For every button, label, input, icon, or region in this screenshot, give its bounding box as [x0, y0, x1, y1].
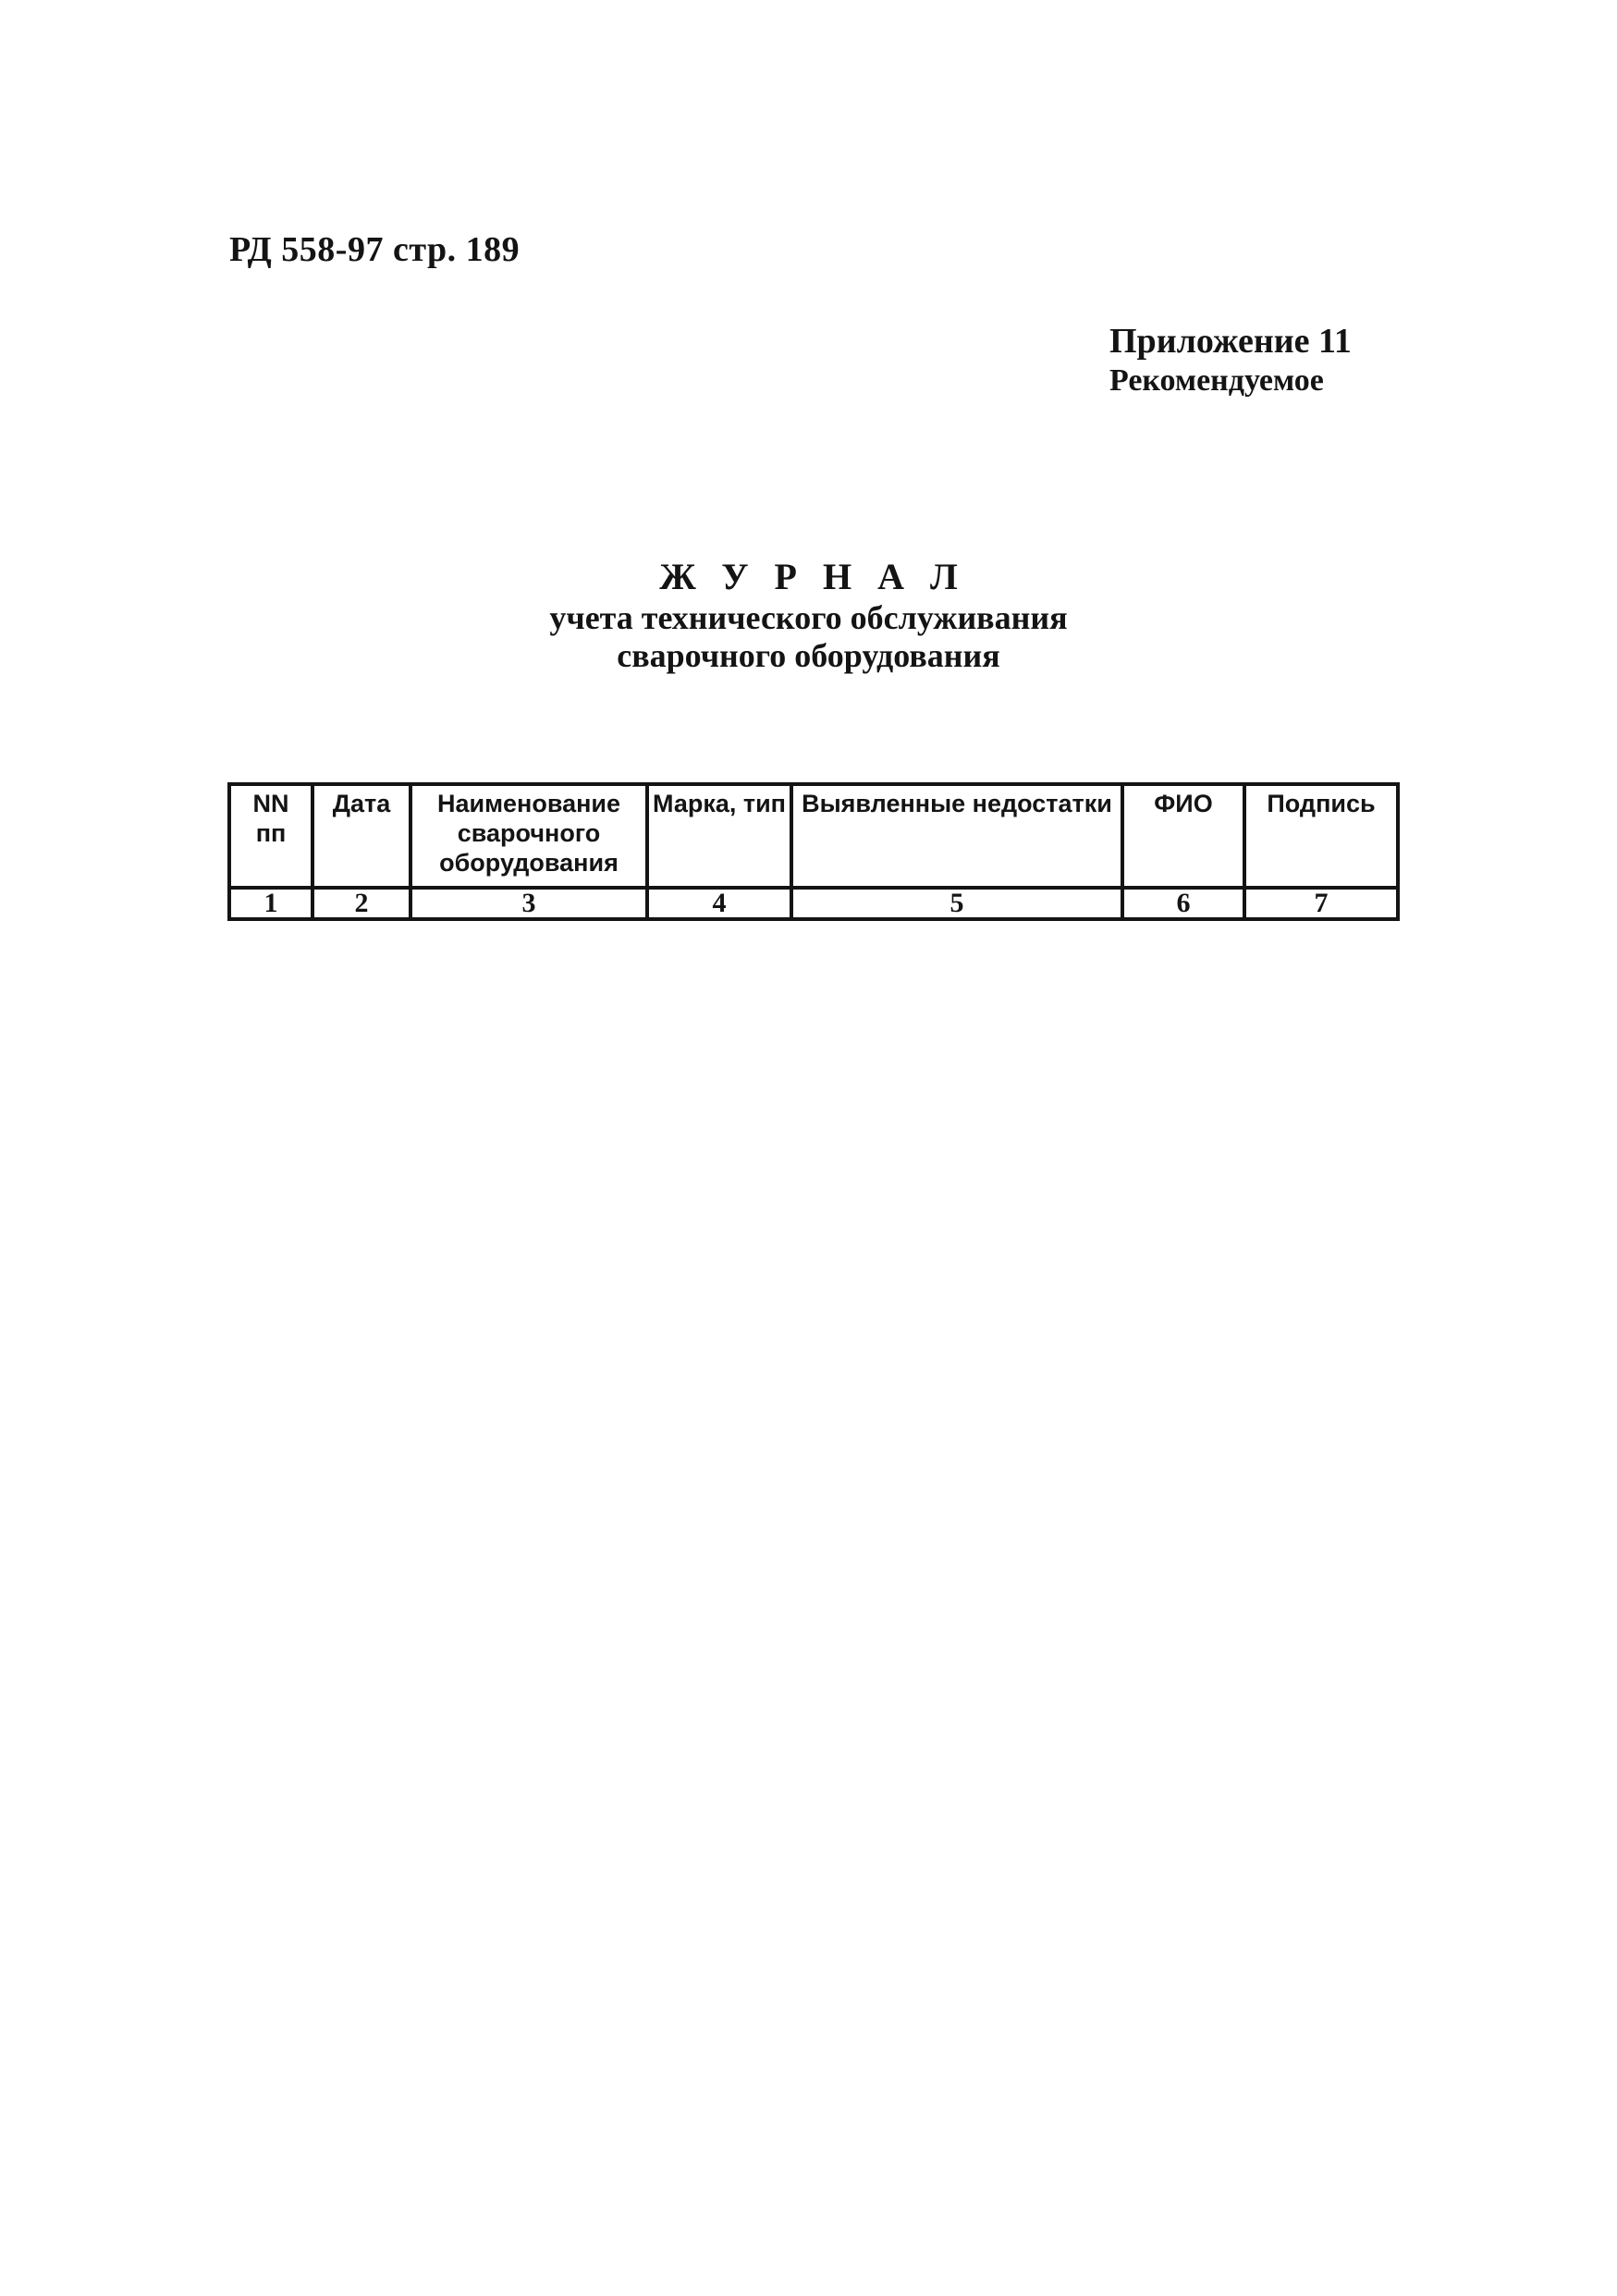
column-number-cell: 5 — [791, 888, 1122, 919]
journal-title-block — [0, 555, 1617, 676]
header-cell-number: NN пп — [229, 784, 312, 888]
header-cell-equipment-name: Наименование сварочного оборудования — [410, 784, 647, 888]
header-cell-signature: Подпись — [1244, 784, 1398, 888]
header-cell-brand-type: Марка, тип — [647, 784, 791, 888]
journal-table — [227, 782, 1400, 921]
journal-title: ЖУРНАЛ — [659, 556, 984, 597]
column-number-cell: 2 — [312, 888, 410, 919]
column-number-cell: 7 — [1244, 888, 1398, 919]
header-cell-date: Дата — [312, 784, 410, 888]
header-cell-defects: Выявленные недостатки — [791, 784, 1122, 888]
appendix-subtitle: Рекомендуемое — [1109, 362, 1324, 398]
column-number-row — [229, 888, 1398, 919]
journal-subtitle-line-1: учета технического обслуживания — [549, 599, 1068, 636]
document-reference: РД 558-97 стр. 189 — [229, 230, 521, 269]
column-number-cell: 6 — [1122, 888, 1244, 919]
appendix-title: Приложение 11 — [1109, 322, 1352, 361]
column-number-cell: 4 — [647, 888, 791, 919]
header-cell-full-name: ФИО — [1122, 784, 1244, 888]
column-number-cell: 1 — [229, 888, 312, 919]
column-number-cell: 3 — [410, 888, 647, 919]
journal-subtitle-line-2: сварочного оборудования — [617, 637, 1000, 675]
table-header-row — [229, 784, 1398, 888]
appendix-block — [1109, 322, 1387, 399]
